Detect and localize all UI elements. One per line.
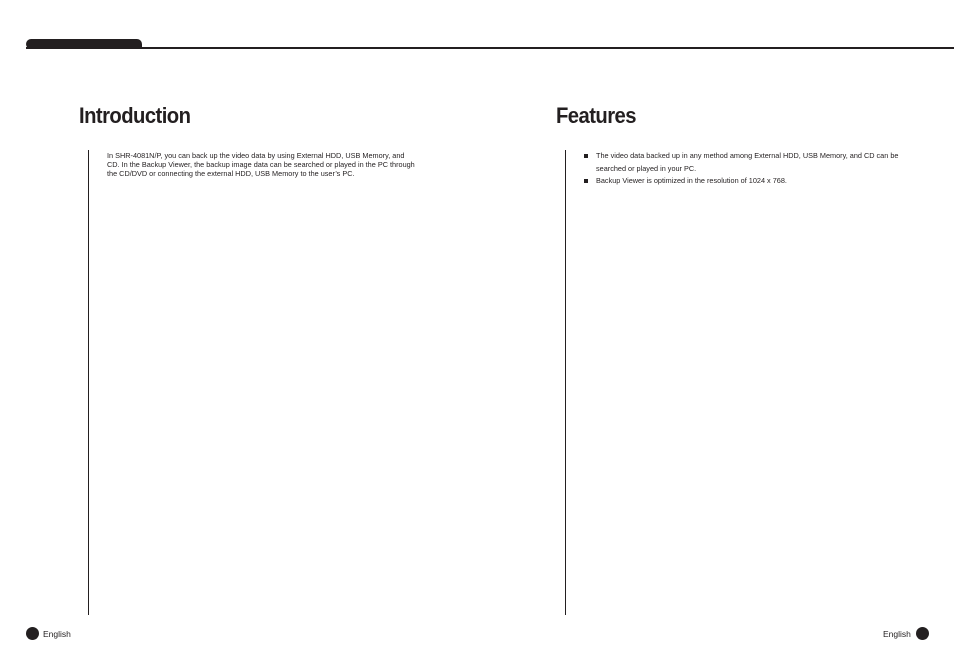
footer-language-label-left: English — [43, 629, 71, 639]
introduction-paragraph: In SHR-4081N/P, you can back up the video data by using External HDD, USB Memory, and CD. In the Backup Viewer, the backup image data can be searched or played in the PC through the CD/DVD or connecting the external HDD, USB Memory to the user’s PC. — [107, 151, 415, 179]
features-list — [584, 150, 904, 188]
footer-dot-icon-left — [26, 627, 39, 640]
square-bullet-icon — [584, 179, 588, 183]
feature-text: The video data backed up in any method among External HDD, USB Memory, and CD can be searched or played in your PC. — [596, 151, 899, 173]
feature-text: Backup Viewer is optimized in the resolution of 1024 x 768. — [596, 176, 787, 186]
footer-language-label-right: English — [883, 629, 911, 639]
footer-dot-icon-right — [916, 627, 929, 640]
right-column-rule — [565, 150, 566, 615]
features-heading: Features — [556, 103, 636, 128]
square-bullet-icon — [584, 154, 588, 158]
left-column-rule — [88, 150, 89, 615]
header-rule — [26, 47, 954, 49]
list-item — [584, 175, 904, 188]
list-item — [584, 150, 904, 175]
introduction-heading: Introduction — [79, 103, 191, 128]
